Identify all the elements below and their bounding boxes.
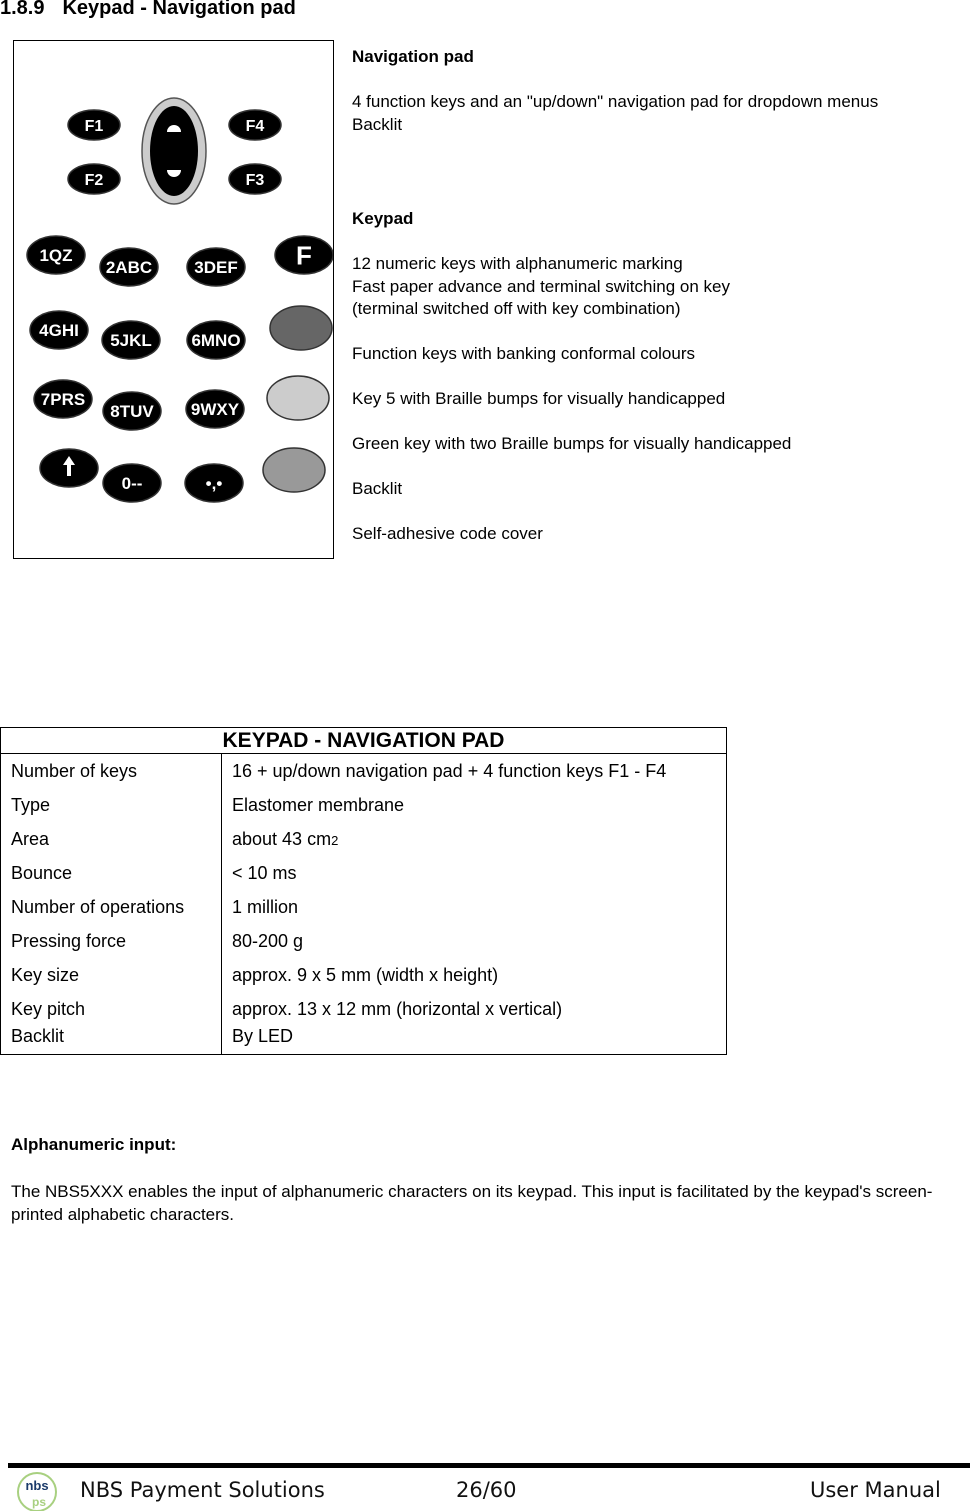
key-7-label: 7PRS xyxy=(40,390,86,410)
footer-doc-title: User Manual xyxy=(810,1478,941,1502)
keypad-illustration xyxy=(13,40,334,559)
spec-label: Backlit xyxy=(1,1026,222,1055)
keypad-spec-table xyxy=(0,727,727,1055)
spec-label: Key size xyxy=(1,958,222,992)
key-f3-label: F3 xyxy=(245,171,265,189)
svg-text:nbs: nbs xyxy=(25,1478,49,1493)
key-f-label: F xyxy=(296,240,312,271)
area-value: about 43 cm xyxy=(232,828,332,849)
key-f1-label: F1 xyxy=(84,117,104,135)
desc-line: Function keys with banking conformal colours xyxy=(352,344,695,363)
keypad-description xyxy=(352,208,791,546)
key-f4-label: F4 xyxy=(245,117,265,135)
keypad-title: Keypad xyxy=(352,209,414,228)
spec-value: Elastomer membrane xyxy=(222,788,727,822)
desc-line: (terminal switched off with key combination) xyxy=(352,299,681,318)
table-row xyxy=(1,822,727,856)
nav-pad-title: Navigation pad xyxy=(352,47,474,66)
navigation-pad-description xyxy=(352,46,878,136)
table-row xyxy=(1,924,727,958)
desc-line: Self-adhesive code cover xyxy=(352,524,543,543)
key-f2-label: F2 xyxy=(84,171,104,189)
desc-line: Key 5 with Braille bumps for visually handicapped xyxy=(352,389,726,408)
section-number: 1.8.9 xyxy=(0,0,45,19)
table-row xyxy=(1,856,727,890)
svg-text:ps: ps xyxy=(31,1495,47,1509)
footer-company: NBS Payment Solutions xyxy=(80,1478,325,1502)
spec-label: Type xyxy=(1,788,222,822)
key-green xyxy=(263,448,325,492)
table-row xyxy=(1,890,727,924)
key-2-label: 2ABC xyxy=(105,258,153,278)
spec-value: approx. 9 x 5 mm (width x height) xyxy=(222,958,727,992)
key-4-label: 4GHI xyxy=(39,321,79,341)
table-row xyxy=(1,754,727,789)
key-red xyxy=(270,306,332,350)
desc-line: Backlit xyxy=(352,114,403,134)
spec-value: < 10 ms xyxy=(222,856,727,890)
spec-value: 16 + up/down navigation pad + 4 function keys F1 - F4 xyxy=(222,754,727,789)
table-title: KEYPAD - NAVIGATION PAD xyxy=(1,728,727,754)
nav-pad xyxy=(150,106,198,196)
key-3-label: 3DEF xyxy=(194,258,238,278)
footer-page-number: 26/60 xyxy=(456,1478,517,1502)
key-6-label: 6MNO xyxy=(191,331,241,351)
desc-line: Backlit xyxy=(352,479,403,498)
spec-label: Area xyxy=(1,822,222,856)
table-row xyxy=(1,992,727,1026)
spec-value: 1 million xyxy=(222,890,727,924)
spec-label: Key pitch xyxy=(1,992,222,1026)
alphanumeric-text: The NBS5XXX enables the input of alphanumeric characters on its keypad. This input is facilitated by the keypad's screen-printed alphabetic characters. xyxy=(11,1182,933,1224)
desc-line: 4 function keys and an "up/down" navigation pad for dropdown menus xyxy=(352,92,879,111)
desc-line: Fast paper advance and terminal switching on key xyxy=(352,276,730,296)
spec-label: Pressing force xyxy=(1,924,222,958)
key-0-label: 0-- xyxy=(121,474,143,494)
table-row xyxy=(1,1026,727,1055)
key-1-label: 1QZ xyxy=(39,246,73,266)
spec-value: 80-200 g xyxy=(222,924,727,958)
section-heading xyxy=(0,0,296,20)
desc-line: 12 numeric keys with alphanumeric marking xyxy=(352,254,683,273)
key-yellow xyxy=(267,376,329,420)
key-8-label: 8TUV xyxy=(110,402,154,422)
nbs-logo xyxy=(12,1470,62,1511)
spec-value: By LED xyxy=(222,1026,727,1055)
key-5-label: 5JKL xyxy=(110,331,152,351)
area-unit-exponent: 2 xyxy=(331,832,339,848)
table-row xyxy=(1,788,727,822)
section-title: Keypad - Navigation pad xyxy=(62,0,296,19)
spec-label: Number of operations xyxy=(1,890,222,924)
footer-rule xyxy=(8,1463,970,1468)
key-9-label: 9WXY xyxy=(190,400,240,420)
spec-value: approx. 13 x 12 mm (horizontal x vertical) xyxy=(222,992,727,1026)
spec-value xyxy=(222,822,727,856)
spec-label: Number of keys xyxy=(1,754,222,789)
spec-label: Bounce xyxy=(1,856,222,890)
keypad-drawing xyxy=(14,41,333,558)
key-dots-label: •,• xyxy=(205,474,223,494)
alphanumeric-heading: Alphanumeric input: xyxy=(11,1135,177,1154)
table-row xyxy=(1,958,727,992)
desc-line: Green key with two Braille bumps for visually handicapped xyxy=(352,434,792,453)
